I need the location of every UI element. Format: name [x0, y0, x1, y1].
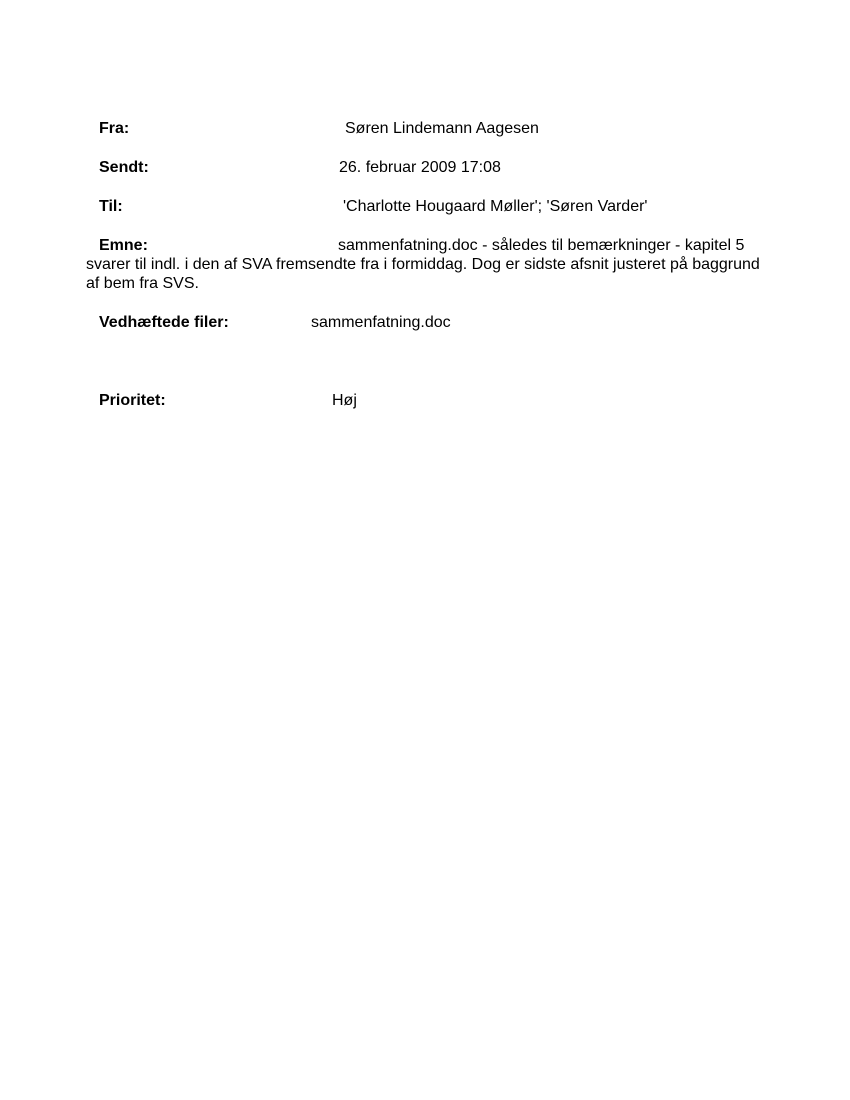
- from-label: Fra:: [99, 120, 130, 137]
- from-value: Søren Lindemann Aagesen: [345, 120, 539, 137]
- priority-value: Høj: [332, 392, 357, 409]
- subject-value: sammenfatning.doc - således til bemærkninger - kapitel 5 svarer til indl. i den af SVA fremsendte fra i formiddag. Dog er sidste afsnit justeret på baggrund af bem fra SVS.: [86, 237, 760, 292]
- to-label: Til:: [99, 198, 123, 215]
- attachment-filename: sammenfatning.doc: [311, 314, 451, 331]
- sent-value: 26. februar 2009 17:08: [339, 159, 501, 176]
- sent-label: Sendt:: [99, 159, 149, 176]
- attachments-label: Vedhæftede filer:: [99, 314, 229, 331]
- subject-label: Emne:: [99, 237, 148, 254]
- priority-label: Prioritet:: [99, 392, 166, 409]
- to-value: 'Charlotte Hougaard Møller'; 'Søren Varder': [343, 198, 648, 215]
